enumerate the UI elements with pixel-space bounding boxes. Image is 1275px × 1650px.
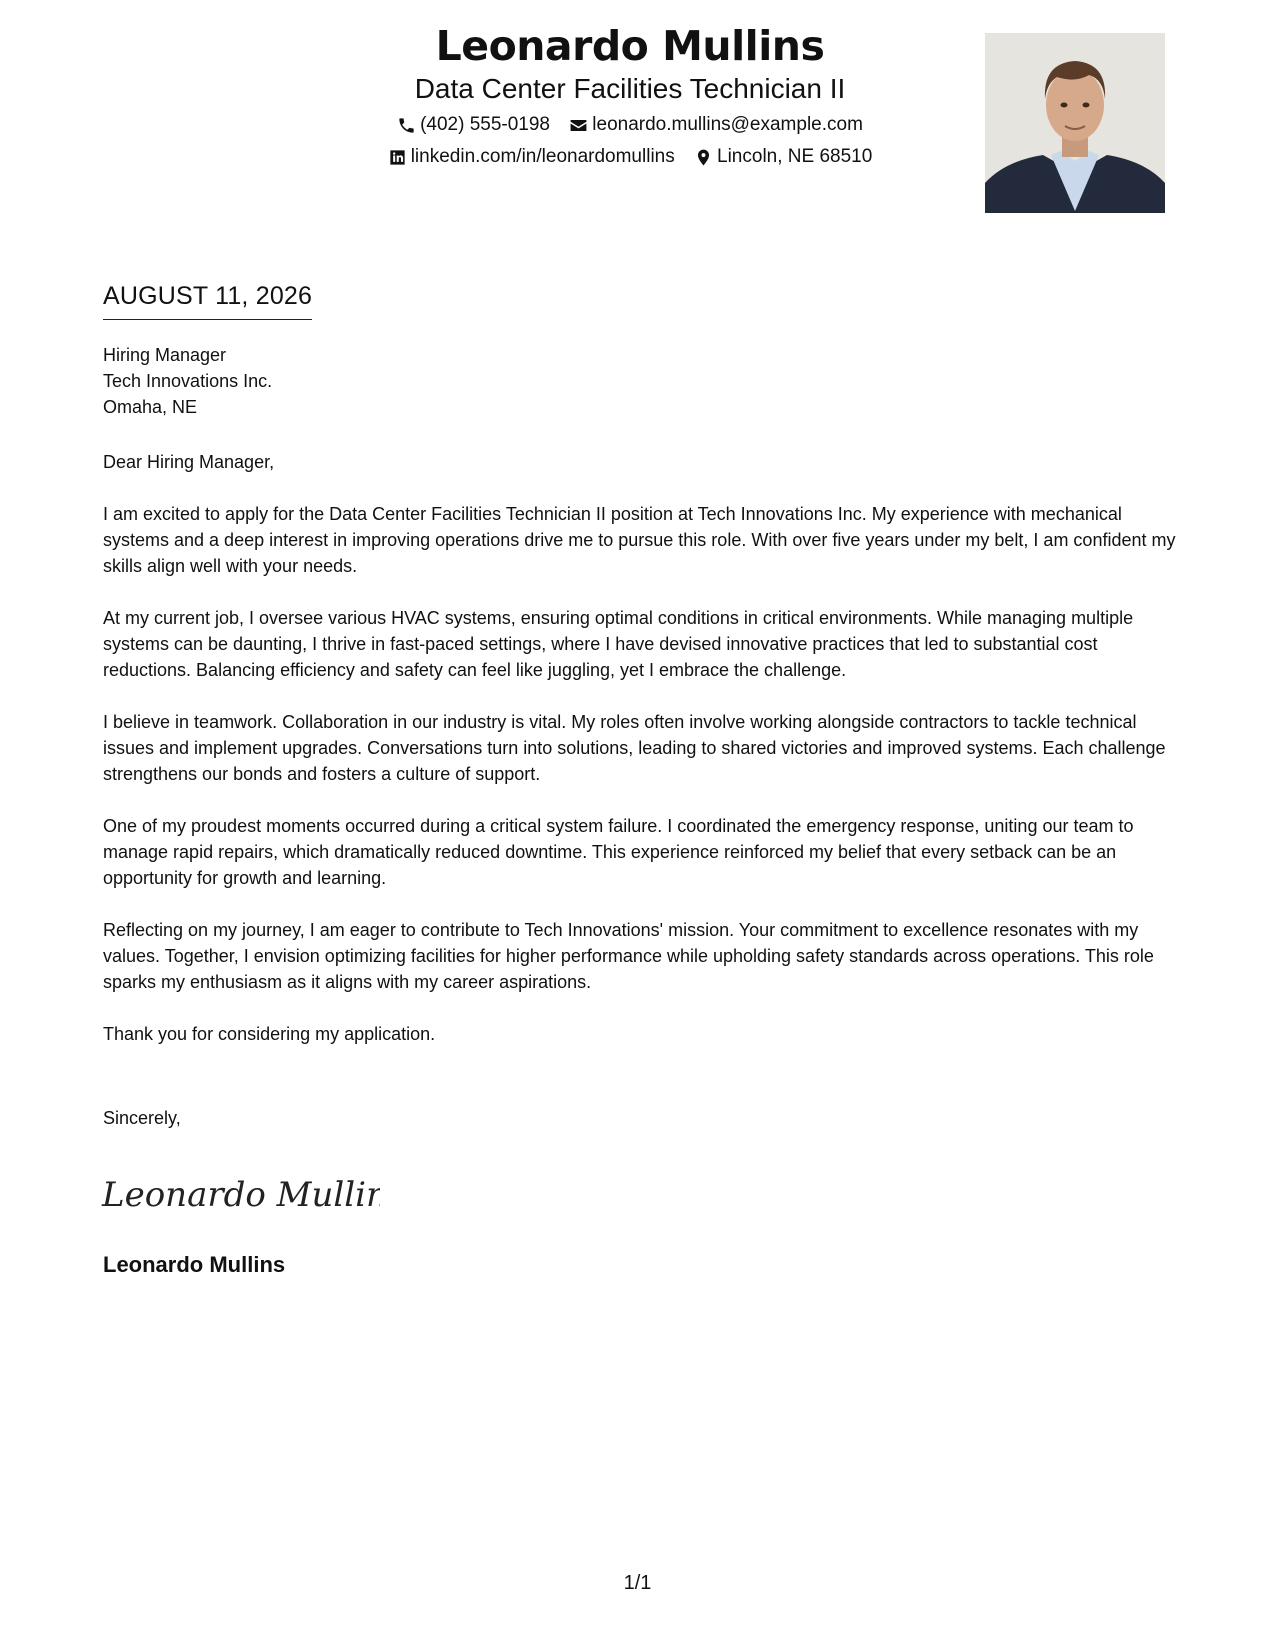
recipient-title: Hiring Manager <box>103 345 227 365</box>
contact-linkedin[interactable] <box>388 146 675 168</box>
contact-phone[interactable] <box>397 114 550 136</box>
letter-date: AUGUST 11, 2026 <box>103 282 312 320</box>
paragraph: One of my proudest moments occurred during a critical system failure. I coordinated the emergency response, uniting our team to manage rapid repairs, which dramatically reduced downtime. This experience reinforced my belief that every setback can be an opportunity for growth and learning. <box>103 816 1134 888</box>
applicant-name: Leonardo Mullins <box>435 22 825 70</box>
signature-script: Leonardo Mullins <box>102 1175 380 1215</box>
letter-body <box>103 449 1178 1073</box>
linkedin-text: linkedin.com/in/leonardomullins <box>410 146 675 167</box>
signature-name: Leonardo Mullins <box>103 1252 286 1277</box>
phone-icon <box>397 116 416 135</box>
paragraph: I believe in teamwork. Collaboration in our industry is vital. My roles often involve working alongside contractors to tackle technical issues and implement upgrades. Conversations turn into solutions, leading to shared victories and improved systems. Each challenge strengthens our bonds and fosters a culture of support. <box>103 712 1166 784</box>
phone-text: (402) 555-0198 <box>420 114 550 135</box>
paragraph: At my current job, I oversee various HVAC systems, ensuring optimal conditions in critical environments. While managing multiple systems can be daunting, I thrive in fast-paced settings, where I have devised innovative practices that led to substantial cost reductions. Balancing efficiency and safety can feel like juggling, yet I embrace the challenge. <box>103 608 1134 680</box>
recipient-location: Omaha, NE <box>103 397 198 417</box>
envelope-icon <box>569 116 588 135</box>
profile-photo <box>985 33 1165 213</box>
contact-email[interactable] <box>569 114 863 136</box>
location-text: Lincoln, NE 68510 <box>717 146 873 167</box>
paragraph: Thank you for considering my application. <box>103 1024 436 1044</box>
paragraph: Reflecting on my journey, I am eager to contribute to Tech Innovations' mission. Your commitment to excellence resonates with my values. Together, I envision optimizing facilities for higher performance while upholding safety standards across operations. This role sparks my enthusiasm as it aligns with my career aspirations. <box>103 920 1154 992</box>
email-text: leonardo.mullins@example.com <box>592 114 863 135</box>
salutation: Dear Hiring Manager, <box>103 452 275 472</box>
recipient-company: Tech Innovations Inc. <box>103 371 273 391</box>
page-number: 1/1 <box>623 1572 652 1594</box>
paragraph: I am excited to apply for the Data Center Facilities Technician II position at Tech Innovations Inc. My experience with mechanical systems and a deep interest in improving operations drive me to pursue this role. With over five years under my belt, I am confident my skills align well with your needs. <box>103 504 1176 576</box>
applicant-title: Data Center Facilities Technician II <box>414 73 846 104</box>
recipient-block <box>103 342 272 420</box>
contact-location <box>694 146 872 168</box>
closing: Sincerely, <box>103 1108 181 1128</box>
handwritten-signature <box>100 1166 380 1227</box>
map-pin-icon <box>694 148 713 167</box>
linkedin-icon <box>388 148 407 167</box>
